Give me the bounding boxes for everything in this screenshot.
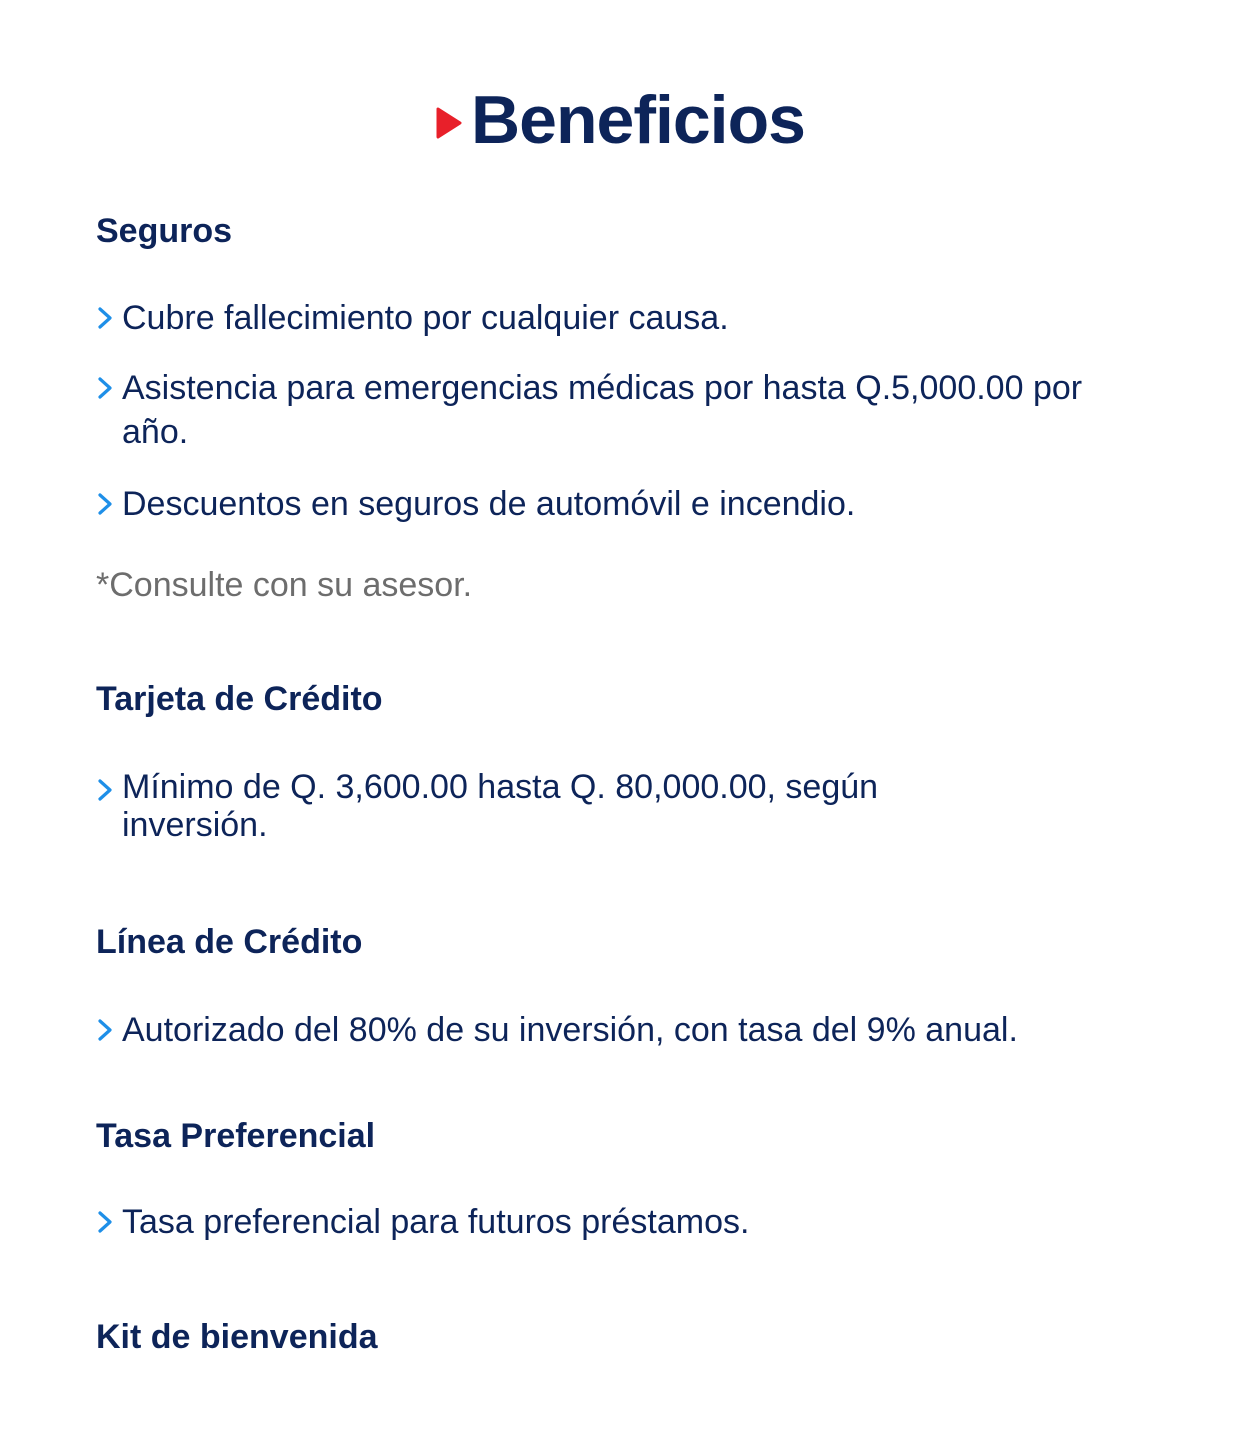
chevron-right-icon bbox=[96, 296, 122, 340]
list-item bbox=[96, 366, 1156, 454]
chevron-right-icon bbox=[96, 366, 122, 410]
list-item-text: Mínimo de Q. 3,600.00 hasta Q. 80,000.00, según inversión. bbox=[122, 768, 879, 844]
section-heading-tarjeta: Tarjeta de Crédito bbox=[96, 680, 383, 718]
list-item-text: Autorizado del 80% de su inversión, con tasa del 9% anual. bbox=[122, 1011, 1018, 1049]
list-item bbox=[96, 1200, 1156, 1244]
chevron-right-icon bbox=[96, 482, 122, 526]
footnote: *Consulte con su asesor. bbox=[96, 566, 473, 604]
chevron-right-icon bbox=[96, 768, 122, 812]
play-arrow-icon bbox=[435, 106, 463, 140]
section-heading-linea: Línea de Crédito bbox=[96, 923, 363, 961]
list-item bbox=[96, 482, 1156, 526]
list-item bbox=[96, 768, 996, 844]
list-item bbox=[96, 1008, 1156, 1052]
page-title: Beneficios bbox=[471, 82, 805, 158]
section-heading-kit: Kit de bienvenida bbox=[96, 1318, 378, 1356]
section-heading-tasa: Tasa Preferencial bbox=[96, 1117, 376, 1155]
list-item-text: Descuentos en seguros de automóvil e incendio. bbox=[122, 485, 856, 523]
chevron-right-icon bbox=[96, 1008, 122, 1052]
list-item-text: Cubre fallecimiento por cualquier causa. bbox=[122, 299, 729, 337]
chevron-right-icon bbox=[96, 1200, 122, 1244]
list-item-text: Tasa preferencial para futuros préstamos. bbox=[122, 1203, 750, 1241]
list-item bbox=[96, 296, 1156, 340]
page-header bbox=[0, 82, 1240, 158]
section-heading-seguros: Seguros bbox=[96, 212, 233, 250]
list-item-text: Asistencia para emergencias médicas por hasta Q.5,000.00 por año. bbox=[122, 369, 1083, 451]
